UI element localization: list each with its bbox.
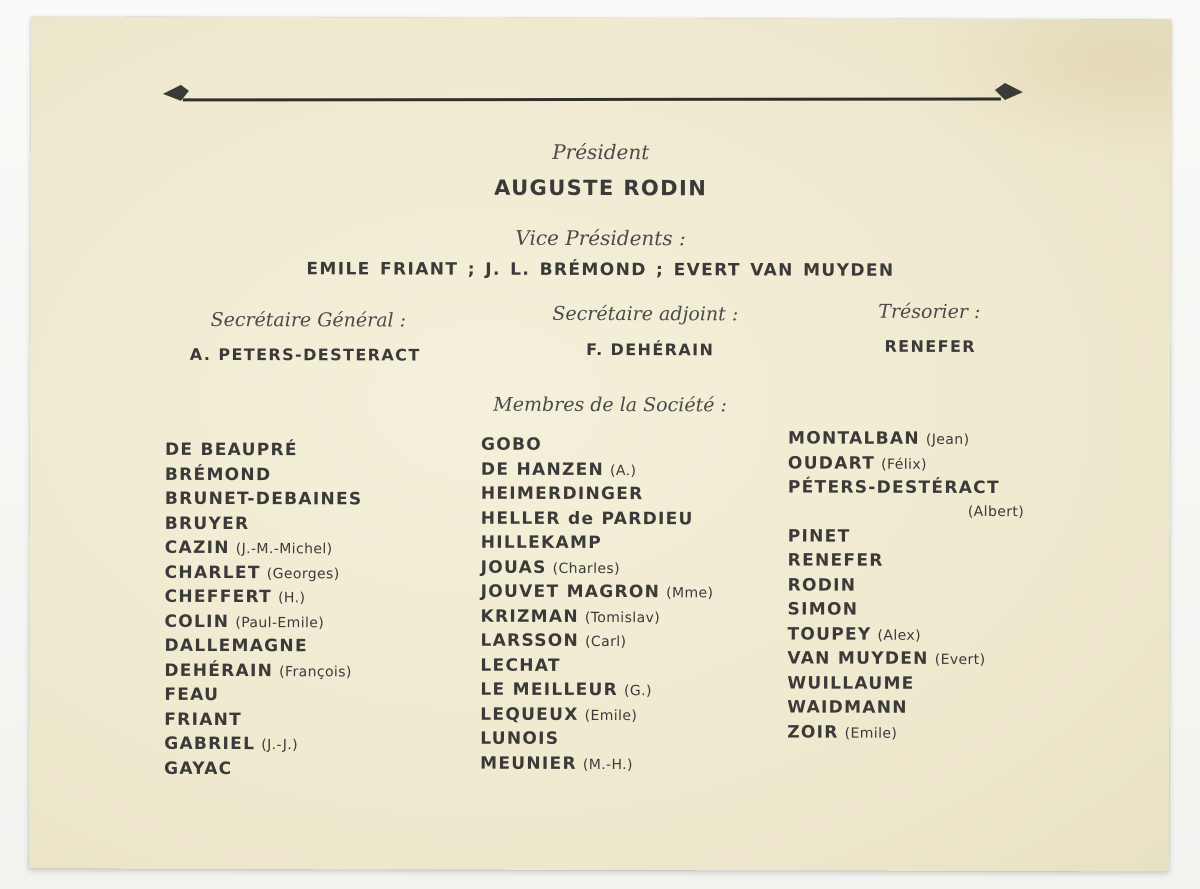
member-entry (165, 438, 363, 463)
member-name: LEQUEUX (480, 704, 579, 725)
ornamental-rule (159, 73, 1027, 115)
member-name: HELLER de PARDIEU (480, 508, 694, 529)
member-name: COLIN (164, 611, 230, 632)
member-name: CHARLET (164, 562, 261, 583)
members-column-3 (787, 426, 1024, 745)
member-name: OUDART (787, 452, 876, 474)
member-name: HEIMERDINGER (480, 483, 644, 505)
member-name: PINET (787, 525, 851, 547)
member-name: PÉTERS-DESTÉRACT (787, 477, 1000, 499)
secretary-general-name: A. PETERS-DESTERACT (189, 344, 421, 365)
member-entry (480, 653, 713, 678)
member-entry (165, 609, 363, 634)
member-qualifier: (Paul-Emile) (235, 614, 325, 631)
president-label: Président (552, 139, 650, 165)
member-entry (165, 536, 363, 561)
society-card (29, 17, 1171, 872)
member-name: MONTALBAN (787, 428, 920, 449)
secretary-general-label: Secrétaire Général : (210, 308, 407, 332)
member-qualifier: (Georges) (266, 565, 340, 582)
members-label: Membres de la Société : (493, 393, 727, 417)
member-name: BRÉMOND (164, 464, 272, 485)
member-qualifier: (Tomislav) (584, 609, 661, 626)
member-entry (165, 560, 363, 585)
member-name: SIMON (787, 599, 859, 620)
member-entry (787, 622, 1023, 647)
member-qualifier: (Evert) (934, 651, 986, 669)
member-name: FEAU (164, 684, 220, 706)
member-name: VAN MUYDEN (787, 648, 929, 669)
member-name: CAZIN (164, 537, 230, 559)
member-qualifier: (Charles) (552, 560, 620, 577)
member-entry (481, 457, 714, 482)
member-entry (480, 678, 713, 703)
member-entry (788, 475, 1024, 500)
member-qualifier: (Emile) (584, 707, 638, 724)
member-entry (481, 506, 714, 531)
member-entry (787, 646, 1023, 671)
member-qualifier: (M.-H.) (582, 756, 633, 773)
member-entry (165, 585, 363, 610)
member-name: RENEFER (787, 550, 884, 571)
member-entry (164, 707, 362, 732)
member-name: DEHÉRAIN (164, 660, 274, 681)
member-entry (165, 487, 363, 512)
member-qualifier: (J.-M.-Michel) (235, 541, 333, 558)
members-column-1 (164, 438, 362, 782)
member-entry (481, 555, 714, 580)
member-entry (481, 580, 714, 605)
member-entry (481, 531, 714, 556)
member-qualifier: (Emile) (844, 725, 898, 742)
member-name: LARSSON (480, 630, 580, 651)
member-name: JOUVET MAGRON (480, 581, 661, 603)
member-name: LECHAT (480, 655, 561, 676)
member-qualifier: (H.) (278, 590, 306, 607)
member-qualifier: (A.) (610, 462, 637, 479)
member-qualifier: (J.-J.) (261, 737, 298, 754)
member-entry (788, 548, 1024, 573)
member-qualifier: (G.) (624, 683, 652, 700)
member-entry (164, 756, 362, 781)
member-name: ZOIR (787, 721, 839, 743)
member-entry (788, 426, 1024, 451)
member-entry (165, 462, 363, 487)
member-name: FRIANT (164, 709, 243, 730)
member-entry (480, 629, 713, 654)
member-name: DALLEMAGNE (164, 635, 308, 657)
member-name: GAYAC (164, 758, 233, 779)
member-name: WAIDMANN (787, 697, 908, 718)
member-entry (787, 695, 1023, 720)
member-qualifier: (Mme) (666, 585, 714, 602)
member-name: BRUNET-DEBAINES (164, 488, 363, 510)
member-name: BRUYER (164, 513, 250, 534)
treasurer-label: Trésorier : (878, 300, 981, 323)
member-name: DE HANZEN (480, 459, 605, 480)
president-name: AUGUSTE RODIN (494, 175, 708, 201)
member-qualifier: (Carl) (585, 633, 627, 651)
member-entry (481, 482, 714, 507)
member-entry (164, 683, 362, 708)
secretary-adjoint-name: F. DEHÉRAIN (586, 339, 715, 360)
member-entry (481, 433, 714, 458)
member-entry (480, 751, 713, 776)
member-entry (164, 658, 362, 683)
member-name: GABRIEL (164, 733, 256, 755)
member-entry (165, 511, 363, 536)
member-entry (480, 727, 713, 752)
member-name: DE BEAUPRÉ (164, 439, 298, 461)
member-name: KRIZMAN (480, 606, 579, 627)
member-entry (480, 702, 713, 727)
member-name: MEUNIER (480, 753, 577, 774)
member-qualifier: (Jean) (925, 431, 970, 448)
member-name: JOUAS (480, 557, 547, 578)
member-name: GOBO (480, 434, 543, 455)
member-entry (787, 671, 1023, 696)
vice-presidents-label: Vice Présidents : (515, 225, 686, 251)
vice-presidents-names: EMILE FRIANT ; J. L. BRÉMOND ; EVERT VAN MUYDEN (306, 259, 895, 281)
member-qualifier: (François) (279, 663, 352, 680)
member-qualifier: (Félix) (881, 456, 927, 473)
member-entry (788, 597, 1024, 622)
member-name: HILLEKAMP (480, 532, 603, 554)
member-entry (788, 524, 1024, 549)
member-qualifier-continued: (Albert) (967, 503, 1025, 520)
member-name: RODIN (787, 574, 857, 596)
secretary-adjoint-label: Secrétaire adjoint : (552, 302, 739, 326)
member-qualifier: (Alex) (877, 627, 922, 644)
member-name: LUNOIS (480, 728, 560, 749)
member-name: TOUPEY (787, 623, 872, 645)
member-entry (787, 720, 1023, 745)
member-entry (788, 573, 1024, 598)
members-column-2 (480, 433, 714, 777)
treasurer-name: RENEFER (884, 336, 977, 356)
member-entry (164, 732, 362, 757)
member-name: WUILLAUME (787, 672, 915, 694)
member-entry (481, 604, 714, 629)
member-name: CHEFFERT (164, 586, 273, 608)
member-entry (164, 634, 362, 659)
member-name: LE MEILLEUR (480, 679, 619, 701)
member-entry (788, 451, 1024, 476)
